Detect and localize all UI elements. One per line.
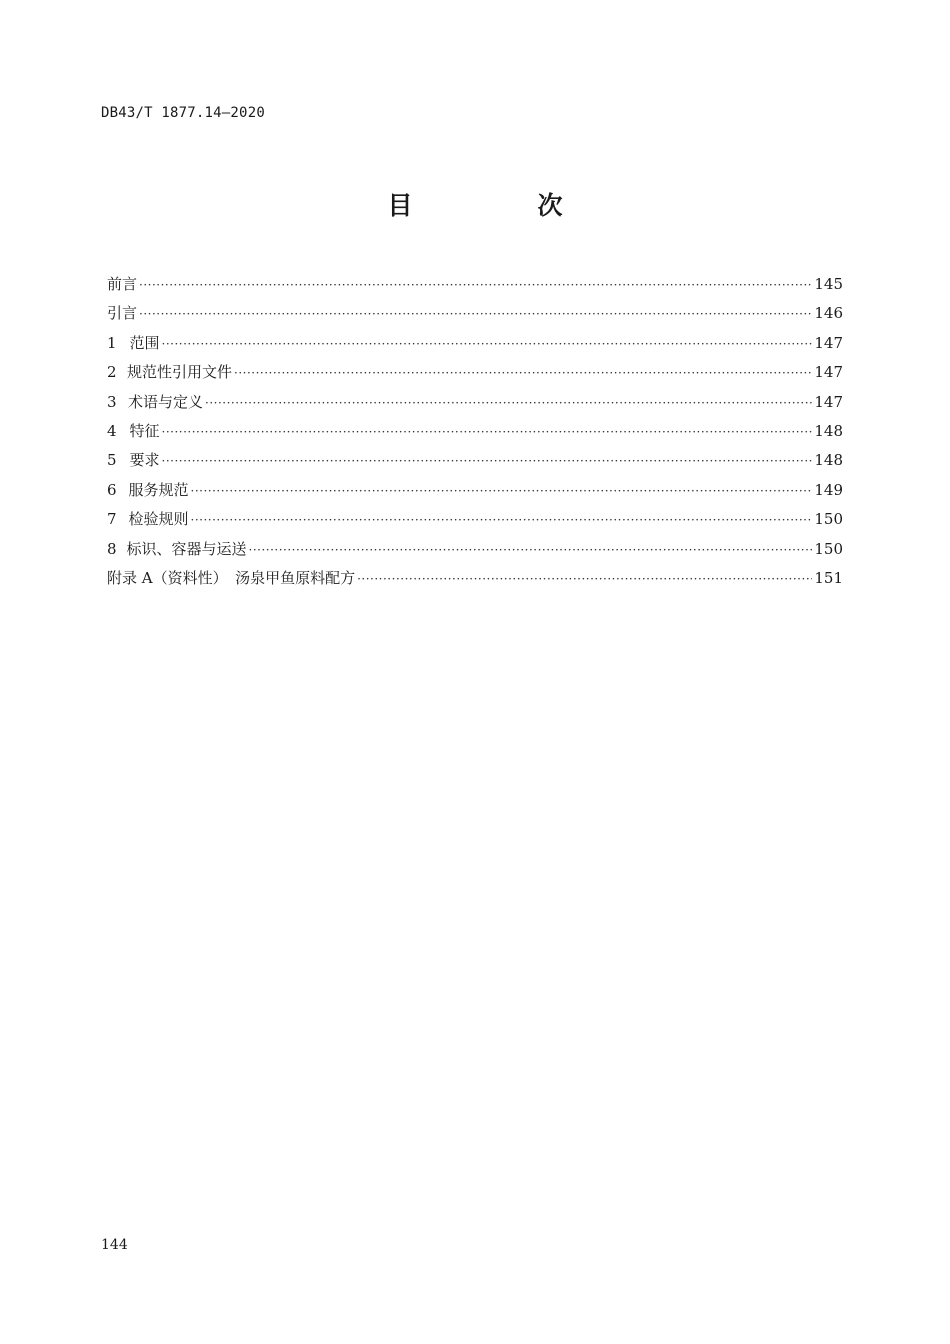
toc-entry-page: 150 <box>814 510 843 529</box>
toc-entry-inspection-rules[interactable] <box>107 508 843 537</box>
toc-entry-page: 150 <box>814 539 843 558</box>
toc-entry-label: 术语与定义 <box>128 392 204 411</box>
toc-entry-terms-definitions[interactable] <box>107 391 843 420</box>
toc-entry-number: 2 <box>107 363 117 382</box>
toc-entry-label: 前言 <box>107 275 138 293</box>
toc-dot-leader <box>162 454 813 468</box>
page-title: 目 次 <box>387 191 613 220</box>
toc-entry-page: 147 <box>814 363 843 382</box>
page-number: 144 <box>101 1237 128 1253</box>
toc-entry-label: 附录 A（资料性） 汤泉甲鱼原料配方 <box>107 568 356 587</box>
toc-entry-label: 标识、容器与运送 <box>126 539 247 558</box>
toc-dot-leader <box>249 543 813 557</box>
toc-dot-leader <box>139 278 812 292</box>
toc-entry-normative-references[interactable] <box>107 361 843 390</box>
toc-entry-appendix-a[interactable] <box>107 567 843 596</box>
toc-entry-number: 3 <box>107 392 117 411</box>
toc-entry-label: 规范性引用文件 <box>127 363 233 382</box>
toc-entry-page: 147 <box>814 333 843 352</box>
toc-entry-number: 4 <box>107 421 117 440</box>
toc-entry-requirements[interactable] <box>107 449 843 478</box>
standard-code: DB43/T 1877.14—2020 <box>101 105 265 121</box>
toc-entry-page: 146 <box>814 304 843 323</box>
toc-dot-leader <box>139 307 812 321</box>
toc-entry-page: 147 <box>814 392 843 411</box>
toc-entry-label: 检验规则 <box>128 510 189 529</box>
toc-entry-number: 6 <box>107 480 117 499</box>
toc-entry-page: 148 <box>814 421 843 440</box>
toc-entry-number: 7 <box>107 510 117 529</box>
toc-dot-leader <box>162 337 813 351</box>
toc-dot-leader <box>357 572 812 586</box>
toc-entry-number: 8 <box>107 539 117 558</box>
toc-entry-scope[interactable] <box>107 332 843 361</box>
toc-entry-page: 148 <box>814 451 843 470</box>
toc-entry-service-specification[interactable] <box>107 479 843 508</box>
toc-entry-labeling-transport[interactable] <box>107 538 843 567</box>
toc-entry-label: 特征 <box>129 421 160 440</box>
toc-entry-number: 1 <box>107 333 117 352</box>
toc-entry-label: 引言 <box>107 304 138 323</box>
toc-entry-number: 5 <box>107 451 117 470</box>
toc-dot-leader <box>162 425 813 439</box>
toc-dot-leader <box>191 484 813 498</box>
toc-entry-label: 范围 <box>129 333 160 352</box>
toc-entry-page: 145 <box>814 275 843 293</box>
toc-entry-label: 要求 <box>129 451 160 470</box>
toc-entry-page: 151 <box>814 568 843 587</box>
toc-entry-page: 149 <box>814 480 843 499</box>
toc-dot-leader <box>191 513 813 527</box>
toc-entry-introduction[interactable] <box>107 302 843 331</box>
toc-entry-characteristics[interactable] <box>107 420 843 449</box>
toc-dot-leader <box>205 396 812 410</box>
toc-entry-foreword[interactable] <box>107 273 843 302</box>
table-of-contents <box>107 273 843 596</box>
toc-entry-label: 服务规范 <box>128 480 189 499</box>
toc-dot-leader <box>234 366 812 380</box>
